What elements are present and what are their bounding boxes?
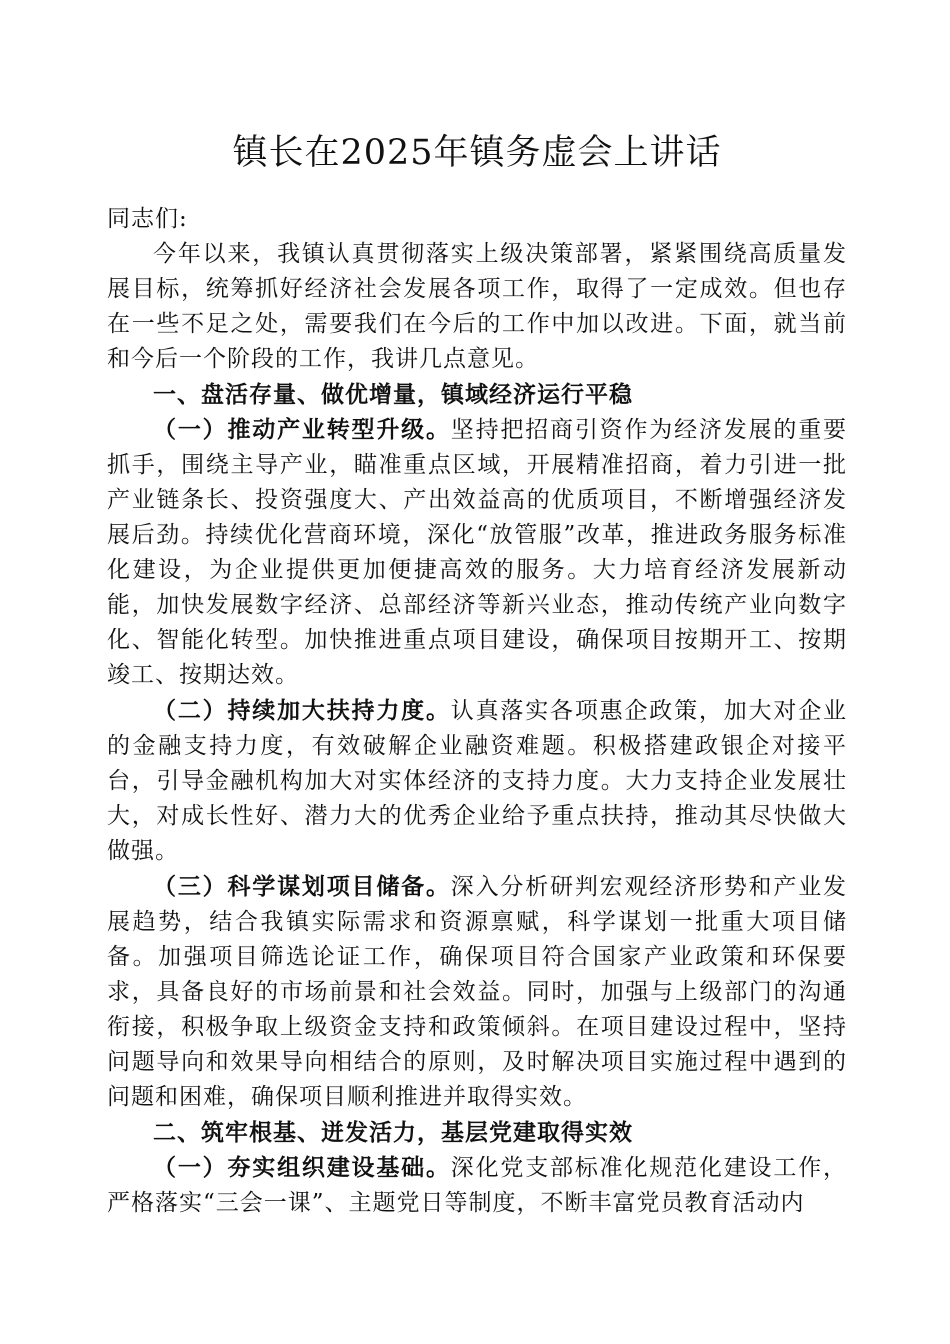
- item-text: 认真落实各项惠企政策，加大对企业的金融支持力度，有效破解企业融资难题。积极搭建政银企对接平台，引导金融机构加大对实体经济的支持力度。大力支持企业发展壮大，对成长性好、潜力大的优秀企业给予重点扶持，推动其尽快做大做强。: [107, 698, 848, 864]
- item-text: 坚持把招商引资作为经济发展的重要抓手，围绕主导产业，瞄准重点区域，开展精准招商，着力引进一批产业链条长、投资强度大、产出效益高的优质项目，不断增强经济发展后劲。持续优化营商环境，深化“放管服”改革，推进政务服务标准化建设，为企业提供更加便捷高效的服务。大力培育经济发展新动能，加快发展数字经济、总部经济等新兴业态，推动传统产业向数字化、智能化转型。加快推进重点项目建设，确保项目按期开工、按期竣工、按期达效。: [107, 417, 848, 688]
- section-1-item-1: [107, 412, 847, 693]
- intro-paragraph: 今年以来，我镇认真贯彻落实上级决策部署，紧紧围绕高质量发展目标，统筹抓好经济社会发展各项工作，取得了一定成效。但也存在一些不足之处，需要我们在今后的工作中加以改进。下面，就当前和今后一个阶段的工作，我讲几点意见。: [107, 241, 847, 372]
- item-lead: （一）夯实组织建设基础。: [153, 1154, 451, 1181]
- section-1-item-2: [107, 693, 847, 869]
- section-2-item-1: [107, 1150, 847, 1221]
- section-heading-2: 二、筑牢根基、迸发活力，基层党建取得实效: [153, 1119, 633, 1146]
- item-text: 深入分析研判宏观经济形势和产业发展趋势，结合我镇实际需求和资源禀赋，科学谋划一批重大项目储备。加强项目筛选论证工作，确保项目符合国家产业政策和环保要求，具备良好的市场前景和社会效益。同时，加强与上级部门的沟通衔接，积极争取上级资金支持和政策倾斜。在项目建设过程中，坚持问题导向和效果导向相结合的原则，及时解决项目实施过程中遇到的问题和困难，确保项目顺利推进并取得实效。: [107, 874, 848, 1110]
- item-text: 深化党支部标准化规范化建设工作，严格落实“三会一课”、主题党日等制度，不断丰富党员教育活动内: [107, 1155, 848, 1216]
- document-page: [107, 128, 847, 1221]
- section-1-item-3: [107, 869, 847, 1115]
- item-lead: （三）科学谋划项目储备。: [153, 873, 451, 900]
- salutation: 同志们:: [107, 206, 188, 232]
- item-lead: （二）持续加大扶持力度。: [153, 697, 451, 724]
- document-title: 镇长在2025年镇务虚会上讲话: [232, 133, 722, 173]
- section-heading-1: 一、盘活存量、做优增量，镇域经济运行平稳: [153, 381, 633, 408]
- item-lead: （一）推动产业转型升级。: [153, 416, 451, 443]
